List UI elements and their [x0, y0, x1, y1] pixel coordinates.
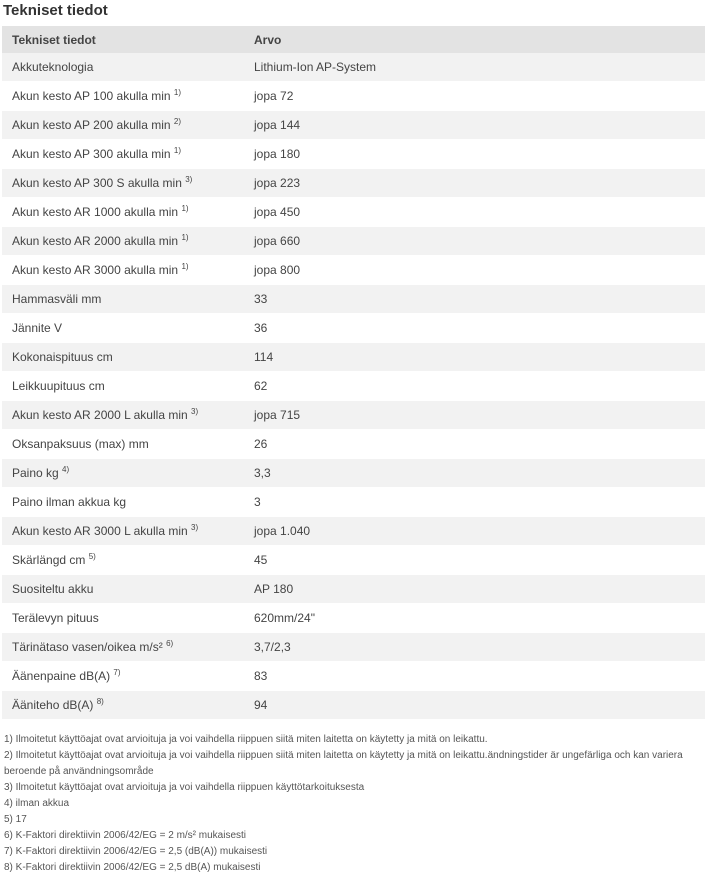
table-row [2, 111, 705, 140]
footnote-ref: 4) [62, 465, 70, 474]
footnote-ref: 3) [185, 175, 193, 184]
spec-label [2, 198, 244, 227]
spec-label-text: Akun kesto AR 3000 L akulla min [12, 524, 188, 538]
footnote-ref: 1) [181, 204, 189, 213]
table-row [2, 633, 705, 662]
spec-value: jopa 72 [244, 82, 705, 111]
spec-label [2, 691, 244, 720]
spec-label [2, 372, 244, 401]
spec-label [2, 227, 244, 256]
spec-value: Lithium-Ion AP-System [244, 53, 705, 82]
table-row [2, 169, 705, 198]
footnote: 5) 17 [4, 814, 27, 825]
table-row [2, 53, 705, 82]
table-row [2, 227, 705, 256]
spec-value: 26 [244, 430, 705, 459]
spec-value: 94 [244, 691, 705, 720]
spec-label [2, 140, 244, 169]
spec-label [2, 343, 244, 372]
footnote-ref: 5) [88, 552, 96, 561]
spec-value: jopa 450 [244, 198, 705, 227]
table-row [2, 140, 705, 169]
footnote-ref: 3) [191, 407, 199, 416]
footnote-ref: 1) [181, 233, 189, 242]
spec-label-text: Paino kg [12, 466, 59, 480]
page-title: Tekniset tiedot [3, 2, 108, 19]
table-row [2, 691, 705, 720]
spec-label-text: Terälevyn pituus [12, 611, 99, 625]
column-header-value: Arvo [244, 26, 705, 53]
spec-label-text: Akun kesto AP 100 akulla min [12, 89, 171, 103]
spec-label-text: Leikkuupituus cm [12, 379, 105, 393]
footnote-ref: 2) [173, 117, 182, 126]
spec-table [2, 26, 705, 720]
spec-value: 114 [244, 343, 705, 372]
spec-label-text: Oksanpaksuus (max) mm [12, 437, 149, 451]
spec-label-text: Skärlängd cm [12, 553, 86, 567]
spec-value: 62 [244, 372, 705, 401]
footnote: 2) Ilmoitetut käyttöajat ovat arvioituja ja voi vaihdella riippuen siitä miten laitetta on käytetty ja mitä on leikattu.ändningstider är ungefärliga och kan variera beroende på användningsområde [4, 750, 683, 777]
spec-label-text: Jännite V [12, 321, 63, 335]
footnote: 6) K-Faktori direktiivin 2006/42/EG = 2 m/s² mukaisesti [4, 830, 247, 841]
table-row [2, 430, 705, 459]
footnote-ref: 8) [96, 697, 104, 706]
spec-label-text: Suositeltu akku [12, 582, 94, 596]
spec-label-text: Tärinätaso vasen/oikea m/s² [12, 640, 163, 654]
spec-label-text: Kokonaispituus cm [12, 350, 113, 364]
spec-label [2, 314, 244, 343]
footnote: 4) ilman akkua [4, 798, 70, 809]
spec-label [2, 459, 244, 488]
spec-label [2, 430, 244, 459]
spec-label-text: Akun kesto AR 2000 L akulla min [12, 408, 188, 422]
spec-value: 3 [244, 488, 705, 517]
spec-label-text: Ääniteho dB(A) [12, 698, 94, 712]
table-row [2, 546, 705, 575]
table-row [2, 198, 705, 227]
spec-value: 3,3 [244, 459, 705, 488]
spec-label-text: Akkuteknologia [12, 60, 94, 74]
spec-label [2, 82, 244, 111]
spec-label [2, 53, 244, 82]
spec-label-text: Akun kesto AR 3000 akulla min [12, 263, 179, 277]
spec-label [2, 488, 244, 517]
footnote-ref: 1) [173, 88, 182, 97]
footnotes [0, 732, 707, 876]
table-row [2, 575, 705, 604]
footnote-ref: 1) [181, 262, 189, 271]
column-header-spec: Tekniset tiedot [2, 26, 244, 53]
table-row [2, 488, 705, 517]
table-row [2, 343, 705, 372]
table-row [2, 604, 705, 633]
table-row [2, 401, 705, 430]
table-row [2, 662, 705, 691]
spec-value: 33 [244, 285, 705, 314]
table-row [2, 459, 705, 488]
spec-label-text: Akun kesto AP 200 akulla min [12, 118, 171, 132]
spec-value: jopa 180 [244, 140, 705, 169]
spec-label [2, 604, 244, 633]
spec-value: jopa 223 [244, 169, 705, 198]
footnote-ref: 3) [191, 523, 199, 532]
table-row [2, 256, 705, 285]
spec-value: 620mm/24" [244, 604, 705, 633]
spec-label [2, 256, 244, 285]
spec-value: 45 [244, 546, 705, 575]
table-header-row [2, 26, 705, 53]
spec-value: 36 [244, 314, 705, 343]
footnote: 3) Ilmoitetut käyttöajat ovat arvioituja ja voi vaihdella riippuen käyttötarkoituksesta [4, 782, 365, 793]
spec-label-text: Akun kesto AP 300 akulla min [12, 147, 171, 161]
spec-value: 3,7/2,3 [244, 633, 705, 662]
table-row [2, 517, 705, 546]
spec-label-text: Akun kesto AR 2000 akulla min [12, 234, 179, 248]
spec-label [2, 546, 244, 575]
table-row [2, 314, 705, 343]
footnote: 7) K-Faktori direktiivin 2006/42/EG = 2,5 (dB(A)) mukaisesti [4, 846, 268, 857]
spec-label [2, 517, 244, 546]
spec-value: 83 [244, 662, 705, 691]
spec-value: jopa 660 [244, 227, 705, 256]
spec-label [2, 401, 244, 430]
spec-label-text: Akun kesto AP 300 S akulla min [12, 176, 182, 190]
spec-value: jopa 715 [244, 401, 705, 430]
footnote-ref: 6) [166, 639, 174, 648]
spec-label-text: Paino ilman akkua kg [12, 495, 127, 509]
footnote-ref: 7) [113, 668, 121, 677]
footnote: 1) Ilmoitetut käyttöajat ovat arvioituja ja voi vaihdella riippuen siitä miten laitetta on käytetty ja mitä on leikattu. [4, 734, 488, 745]
spec-label [2, 662, 244, 691]
spec-value: AP 180 [244, 575, 705, 604]
spec-value: jopa 1.040 [244, 517, 705, 546]
spec-label-text: Akun kesto AR 1000 akulla min [12, 205, 179, 219]
spec-label [2, 575, 244, 604]
spec-value: jopa 800 [244, 256, 705, 285]
spec-label [2, 633, 244, 662]
spec-label [2, 285, 244, 314]
footnote-ref: 1) [173, 146, 182, 155]
spec-label [2, 111, 244, 140]
table-row [2, 372, 705, 401]
spec-table-body [2, 53, 705, 720]
footnote: 8) K-Faktori direktiivin 2006/42/EG = 2,5 dB(A) mukaisesti [4, 862, 261, 873]
spec-label-text: Äänenpaine dB(A) [12, 669, 111, 683]
table-row [2, 285, 705, 314]
spec-value: jopa 144 [244, 111, 705, 140]
table-row [2, 82, 705, 111]
spec-label-text: Hammasväli mm [12, 292, 102, 306]
spec-label [2, 169, 244, 198]
